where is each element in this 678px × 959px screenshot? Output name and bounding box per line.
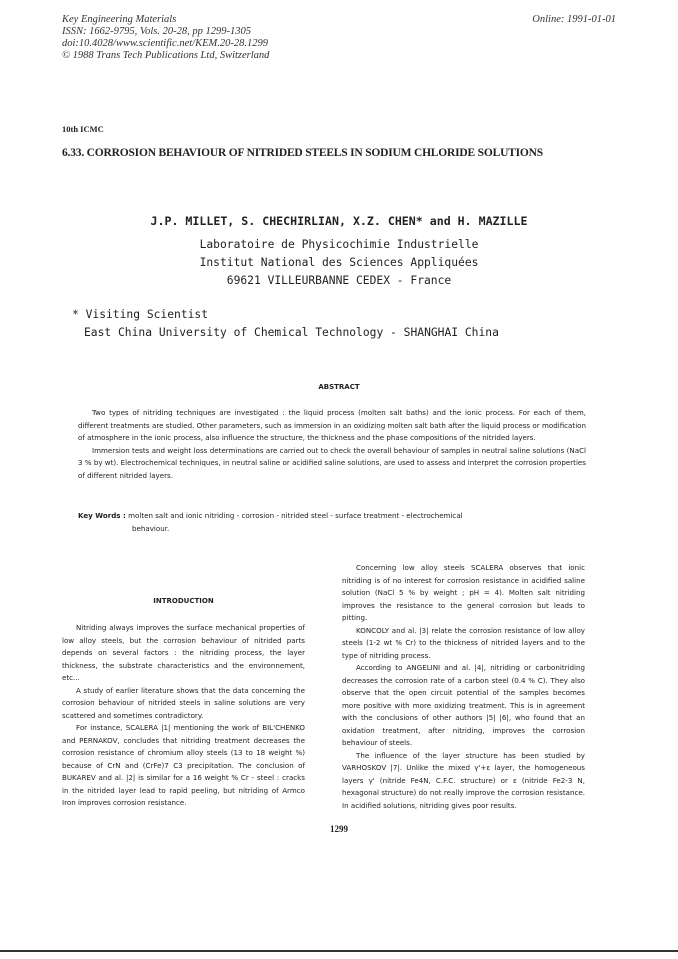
abstract-heading: ABSTRACT bbox=[318, 383, 360, 391]
paper-title: 6.33. CORROSION BEHAVIOUR OF NITRIDED STEELS IN SODIUM CHLORIDE SOLUTIONS bbox=[62, 147, 543, 159]
journal-name: Key Engineering Materials bbox=[62, 14, 177, 25]
doi-line: doi:10.4028/www.scientific.net/KEM.20-28.1299 bbox=[62, 38, 268, 49]
intro-paragraph: For instance, SCALERA |1| mentioning the work of BIL'CHENKO and PERNAKOV, concludes that nitriding treatment decreases the corrosion resistance of chromium alloy steels (13 to 18 weight %) because of CrN and (CrFe)7 C3 precipitation. The conclusion of BUKAREV and al. |2| is similar for a 16 weight % Cr - steel : cracks in the nitrided layer lead to rapid peeling, but nitriding of Armco Iron improves corrosion resistance. bbox=[62, 723, 305, 807]
body-paragraph: Concerning low alloy steels SCALERA observes that ionic nitriding is of no interest for corrosion resistance in acidified saline solution (NaCl 5 % by weight ; pH = 4). Molten salt nitriding improves the resistance to the general corrosion but leads to pitting. bbox=[342, 563, 585, 622]
copyright-line: © 1988 Trans Tech Publications Ltd, Switzerland bbox=[62, 50, 270, 61]
body-paragraph: KONCOLY and al. |3| relate the corrosion resistance of low alloy steels (1-2 wt % Cr) to the thickness of nitrided layers and to the type of nitriding process. bbox=[342, 625, 585, 660]
right-column bbox=[342, 562, 585, 812]
visiting-label: * Visiting Scientist bbox=[72, 308, 209, 321]
keywords-text: molten salt and ionic nitriding - corrosion - nitrided steel - surface treatment - electrochemical bbox=[128, 511, 463, 520]
author-list: J.P. MILLET, S. CHECHIRLIAN, X.Z. CHEN* and H. MAZILLE bbox=[150, 214, 528, 228]
online-date: Online: 1991-01-01 bbox=[532, 14, 616, 25]
intro-paragraph: A study of earlier literature shows that the data concerning the corrosion behaviour of nitrided steels in saline solutions are very scattered and sometimes contradictory. bbox=[62, 685, 305, 720]
issn-line: ISSN: 1662-9795, Vols. 20-28, pp 1299-1305 bbox=[62, 26, 251, 37]
intro-paragraph: Nitriding always improves the surface mechanical properties of low alloy steels, but the corrosion behaviour of nitrided parts depends on several factors : the nitriding process, the layer thickness, the substrate characteristics and the environnement, etc... bbox=[62, 623, 305, 682]
keywords-label: Key Words : bbox=[78, 511, 126, 520]
left-column bbox=[62, 622, 305, 810]
introduction-heading: INTRODUCTION bbox=[153, 597, 214, 605]
abstract-paragraph: Immersion tests and weight loss determinations are carried out to check the overall behaviour of samples in neutral saline solutions (NaCl 3 % by wt). Electrochemical techniques, in neutral saline or acidified saline solutions, are used to assess and interpret the corrosion properties of different nitrided layers. bbox=[78, 445, 586, 480]
affiliation-line-3: 69621 VILLEURBANNE CEDEX - France bbox=[226, 274, 452, 287]
affiliation-line-2: Institut National des Sciences Appliquées bbox=[199, 256, 479, 269]
keywords bbox=[78, 510, 586, 535]
conference-label: 10th ICMC bbox=[62, 124, 104, 134]
visiting-institution: East China University of Chemical Technology - SHANGHAI China bbox=[84, 326, 499, 339]
body-paragraph: The influence of the layer structure has been studied by VARHOSKOV |7|. Unlike the mixed γ'+ε layer, the homogeneous layers γ' (nitride Fe4N, C.F.C. structure) or ε (nitride Fe2-3 N, hexagonal structure) do not really improve the corrosion resistance. In acidified solutions, nitriding gives poor results. bbox=[342, 750, 585, 810]
abstract-body bbox=[78, 407, 586, 482]
journal-header bbox=[62, 14, 616, 62]
affiliation-line-1: Laboratoire de Physicochimie Industrielle bbox=[199, 238, 479, 251]
abstract-paragraph: Two types of nitriding techniques are investigated : the liquid process (molten salt baths) and the ionic process. For each of them, different treatments are studied. Other parameters, such as immersion in an oxidizing molten salt bath after the liquid process or modification of atmosphere in the ionic process, also influence the structure, the thickness and the phase compositions of the nitrided layers. bbox=[78, 408, 586, 442]
page-number: 1299 bbox=[330, 824, 348, 834]
keywords-text-cont: behaviour. bbox=[132, 523, 170, 533]
bottom-rule bbox=[0, 950, 678, 952]
body-paragraph: According to ANGELINI and al. |4|, nitriding or carbonitriding decreases the corrosion rate of a carbon steel (0.4 % C). They also observe that the open circuit potential of the samples becomes more positive with more oxidizing treatment. This is in agreement with the conclusions of other authors |5| |6|, who found that an oxidation treatment, after nitriding, improves the corrosion behaviour of steels. bbox=[342, 663, 585, 747]
